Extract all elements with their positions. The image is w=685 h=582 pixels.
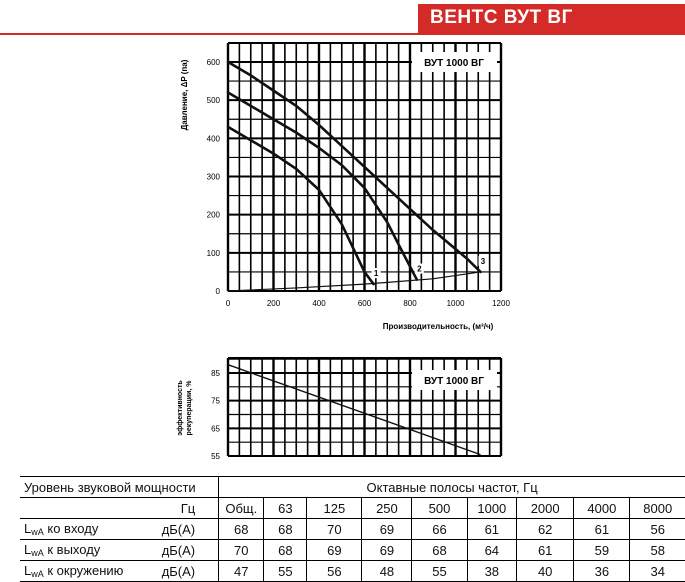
column-header: 1000 (467, 498, 517, 519)
table-cell: 55 (412, 561, 467, 582)
table-cell: 62 (517, 519, 574, 540)
sound-power-table (20, 476, 685, 582)
table-cell: 56 (630, 519, 685, 540)
column-header: 8000 (630, 498, 685, 519)
table-cell: 68 (264, 540, 307, 561)
column-header: 4000 (574, 498, 630, 519)
table-cell: 69 (362, 540, 412, 561)
row-unit: дБ(А) (158, 540, 219, 561)
table-cell: 58 (630, 540, 685, 561)
y-tick-label: 400 (206, 134, 220, 144)
curve-label: 2 (417, 264, 422, 274)
curve-label: 3 (480, 256, 486, 266)
table-cell: 47 (219, 561, 264, 582)
table-cell: 56 (307, 561, 362, 582)
x-tick-label: 1200 (492, 299, 510, 308)
x-tick-label: 800 (403, 299, 417, 308)
table-cell: 61 (517, 540, 574, 561)
x-tick-label: 1000 (446, 299, 465, 308)
table-cell: 40 (517, 561, 574, 582)
table-cell: 61 (574, 519, 630, 540)
table-cell: 55 (264, 561, 307, 582)
column-header: 250 (362, 498, 412, 519)
row-unit: дБ(А) (158, 519, 219, 540)
y-tick-label: 0 (215, 287, 220, 296)
y-axis-label: Давление, ΔP (па) (180, 59, 189, 131)
y-axis-label-line2: рекуперации, % (186, 380, 193, 436)
table-cell: 64 (467, 540, 517, 561)
x-tick-label: 0 (225, 299, 231, 308)
table-cell: 68 (219, 519, 264, 540)
table-cell: 34 (630, 561, 685, 582)
table-cell: 68 (264, 519, 307, 540)
y-tick-label: 55 (211, 452, 220, 461)
table-cell: 66 (412, 519, 467, 540)
table-row (20, 540, 685, 561)
table-cell: 68 (412, 540, 467, 561)
table-cell: 70 (219, 540, 264, 561)
table-title-row (20, 477, 685, 498)
table-subtitle: Октавные полосы частот, Гц (219, 477, 685, 498)
y-tick-label: 85 (211, 369, 220, 378)
table-row (20, 561, 685, 582)
y-tick-label: 75 (211, 396, 220, 406)
table-cell: 69 (307, 540, 362, 561)
table-cell: 38 (467, 561, 517, 582)
table-title: Уровень звуковой мощности (20, 477, 219, 498)
y-tick-label: 500 (206, 96, 220, 106)
table-cell: 61 (467, 519, 517, 540)
column-header: 125 (307, 498, 362, 519)
table-cell: 48 (362, 561, 412, 582)
table-cell: 36 (574, 561, 630, 582)
x-axis-label: Производительность, (м³/ч) (382, 322, 494, 331)
table-cell: 69 (362, 519, 412, 540)
y-tick-label: 200 (206, 210, 220, 220)
x-tick-label: 200 (266, 299, 281, 308)
y-axis-label-line1: эффективность (177, 380, 184, 436)
x-tick-label: 600 (357, 299, 372, 308)
model-label: ВУТ 1000 ВГ (424, 376, 484, 387)
row-label: $L_{wA}$ к выходу (20, 540, 158, 561)
column-header: 2000 (517, 498, 574, 519)
row-unit: дБ(А) (158, 561, 219, 582)
page-title: ВЕНТС ВУТ ВГ (430, 7, 573, 28)
x-tick-label: 400 (312, 299, 326, 308)
column-header: Общ. (219, 498, 264, 519)
column-header: 63 (264, 498, 307, 519)
column-header: 500 (412, 498, 467, 519)
model-label: ВУТ 1000 ВГ (424, 58, 484, 69)
curve-label: 1 (373, 269, 379, 279)
row-label: $L_{wA}$ к окружению (20, 561, 158, 582)
table-cell: 70 (307, 519, 362, 540)
y-tick-label: 100 (206, 248, 220, 258)
y-tick-label: 600 (206, 58, 220, 67)
table-cell: 59 (574, 540, 630, 561)
y-tick-label: 300 (206, 172, 220, 182)
row-label: $L_{wA}$ ко входу (20, 519, 158, 540)
table-row (20, 519, 685, 540)
y-tick-label: 65 (211, 424, 220, 434)
table-header-row (20, 498, 685, 519)
unit-header: Гц (158, 498, 219, 519)
